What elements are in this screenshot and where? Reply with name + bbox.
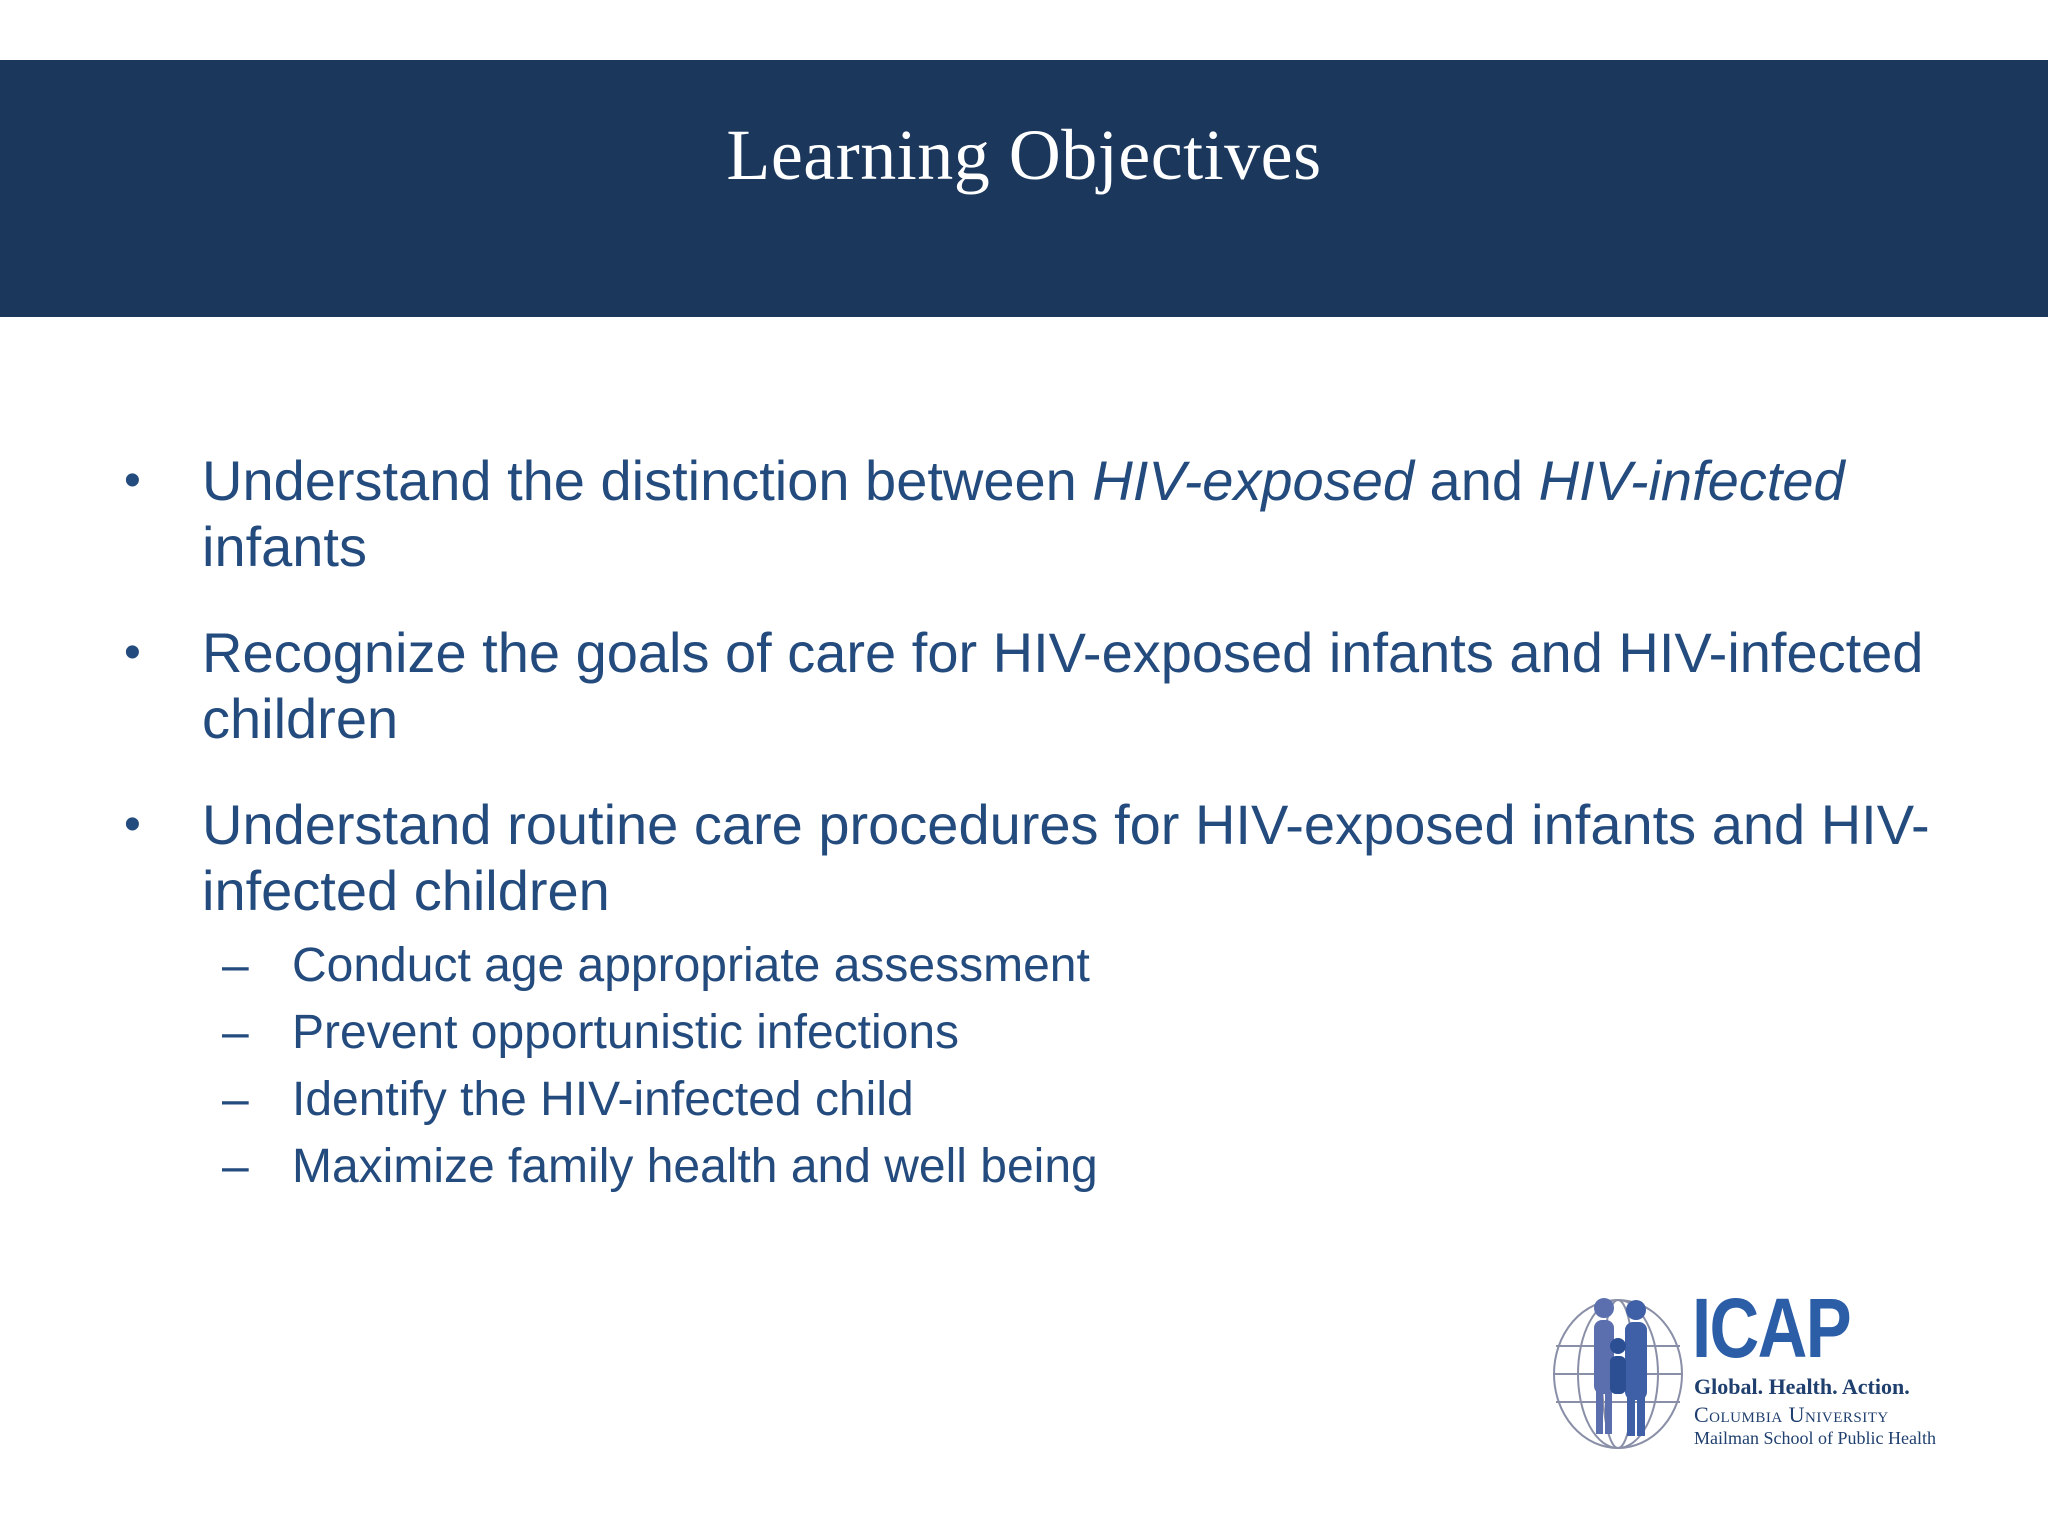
title-band [0,60,2048,317]
dash-marker: – [222,1006,249,1059]
logo-tagline: Global. Health. Action. [1694,1374,1910,1399]
sub-objective-text: Maximize family health and well being [292,1140,1098,1193]
logo-university: Columbia University [1694,1402,1889,1427]
objective-text [202,621,1923,750]
sub-objective-text: Conduct age appropriate assessment [292,939,1090,992]
sub-objective-item [202,1133,1950,1200]
objective-segment: Understand the distinction between [202,449,1093,512]
sub-objective-text: Identify the HIV-infected child [292,1073,914,1126]
objective-segment: infants [202,515,367,578]
sub-objectives-list [202,932,1950,1200]
dash-marker: – [222,1073,249,1126]
bullet-marker: • [124,626,141,679]
sub-objective-item [202,932,1950,999]
logo-wordmark: ICAP [1692,1281,1851,1375]
dash-marker: – [222,1140,249,1193]
objective-text [202,449,1845,578]
objective-segment: and [1414,449,1539,512]
objective-text [202,793,1930,922]
logo-school: Mailman School of Public Health [1694,1428,1936,1448]
slide-title: Learning Objectives [726,115,1322,195]
bullet-marker: • [124,798,141,851]
sub-objective-item [202,1066,1950,1133]
objective-segment: Recognize the goals of care for HIV-exposed infants and HIV-infected children [202,621,1924,750]
objectives-list [120,448,1950,1240]
objective-emphasis: HIV-exposed [1092,449,1414,512]
objective-item [120,792,1950,1200]
sub-objective-item [202,999,1950,1066]
objective-emphasis: HIV-infected [1538,449,1845,512]
objective-segment: Understand routine care procedures for HIV-exposed infants and HIV-infected children [202,793,1930,922]
objective-item [120,620,1950,752]
bullet-marker: • [124,454,141,507]
globe-family-icon [1548,1286,1688,1456]
objective-item [120,448,1950,580]
icap-logo [1548,1281,1958,1456]
sub-objective-text: Prevent opportunistic infections [292,1006,960,1059]
dash-marker: – [222,939,249,992]
